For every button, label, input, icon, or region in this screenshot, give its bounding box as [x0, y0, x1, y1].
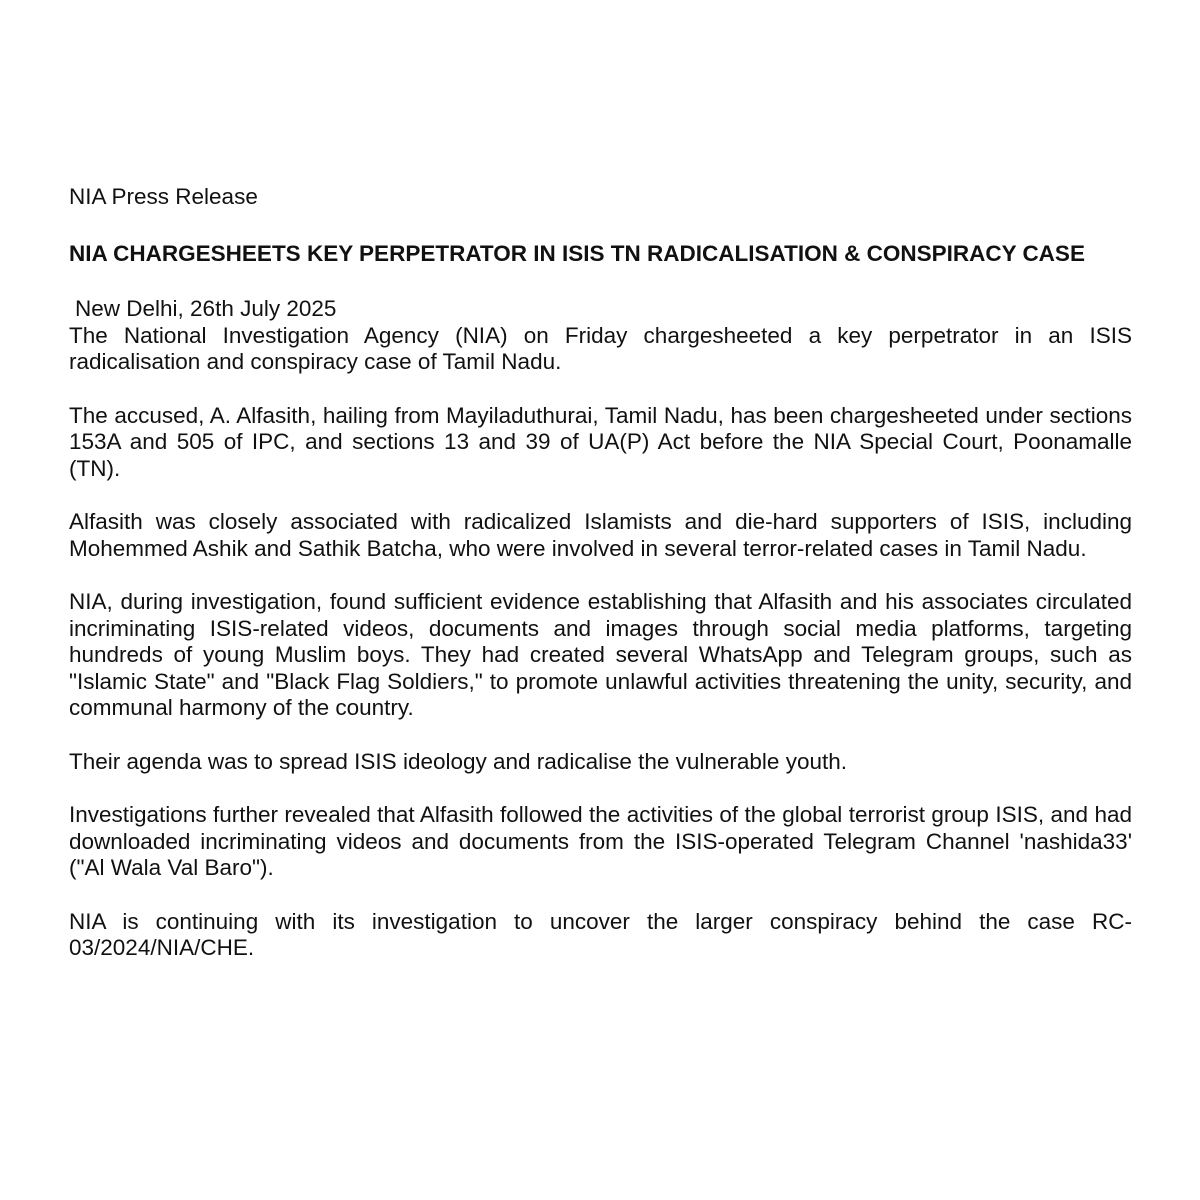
paragraph-investigation-findings: Investigations further revealed that Alfasith followed the activities of the global terrorist group ISIS, and had downloaded incriminating videos and documents from the ISIS-operated Telegram Channel 'nashida33' ("Al Wala Val Baro").: [69, 802, 1132, 880]
release-headline: NIA CHARGESHEETS KEY PERPETRATOR IN ISIS TN RADICALISATION & CONSPIRACY CASE: [69, 240, 1085, 266]
release-dateline: New Delhi, 26th July 2025: [75, 296, 337, 321]
paragraph-agenda: Their agenda was to spread ISIS ideology and radicalise the vulnerable youth.: [69, 748, 847, 774]
paragraph-ongoing-investigation: NIA is continuing with its investigation to uncover the larger conspiracy behind the case RC-03/2024/NIA/CHE.: [69, 908, 1132, 960]
paragraph-accused-details: The accused, A. Alfasith, hailing from Mayiladuthurai, Tamil Nadu, has been chargesheeted under sections 153A and 505 of IPC, and sections 13 and 39 of UA(P) Act before the NIA Special Court, Poonamalle (TN).: [69, 402, 1132, 481]
release-label: NIA Press Release: [69, 184, 258, 209]
paragraph-evidence: NIA, during investigation, found sufficient evidence establishing that Alfasith and his associates circulated incriminating ISIS-related videos, documents and images through social media platforms, targeting hundreds of young Muslim boys. They had created several WhatsApp and Telegram groups, such as "Islamic State" and "Black Flag Soldiers," to promote unlawful activities threatening the unity, security, and communal harmony of the country.: [69, 589, 1132, 720]
press-release-document: [69, 184, 1132, 962]
paragraph-chargesheet-summary: The National Investigation Agency (NIA) on Friday chargesheeted a key perpetrator in an ISIS radicalisation and conspiracy case of Tamil Nadu.: [69, 322, 1132, 374]
paragraph-associations: Alfasith was closely associated with radicalized Islamists and die-hard supporters of ISIS, including Mohemmed Ashik and Sathik Batcha, who were involved in several terror-related cases in Tamil Nadu.: [69, 509, 1132, 561]
